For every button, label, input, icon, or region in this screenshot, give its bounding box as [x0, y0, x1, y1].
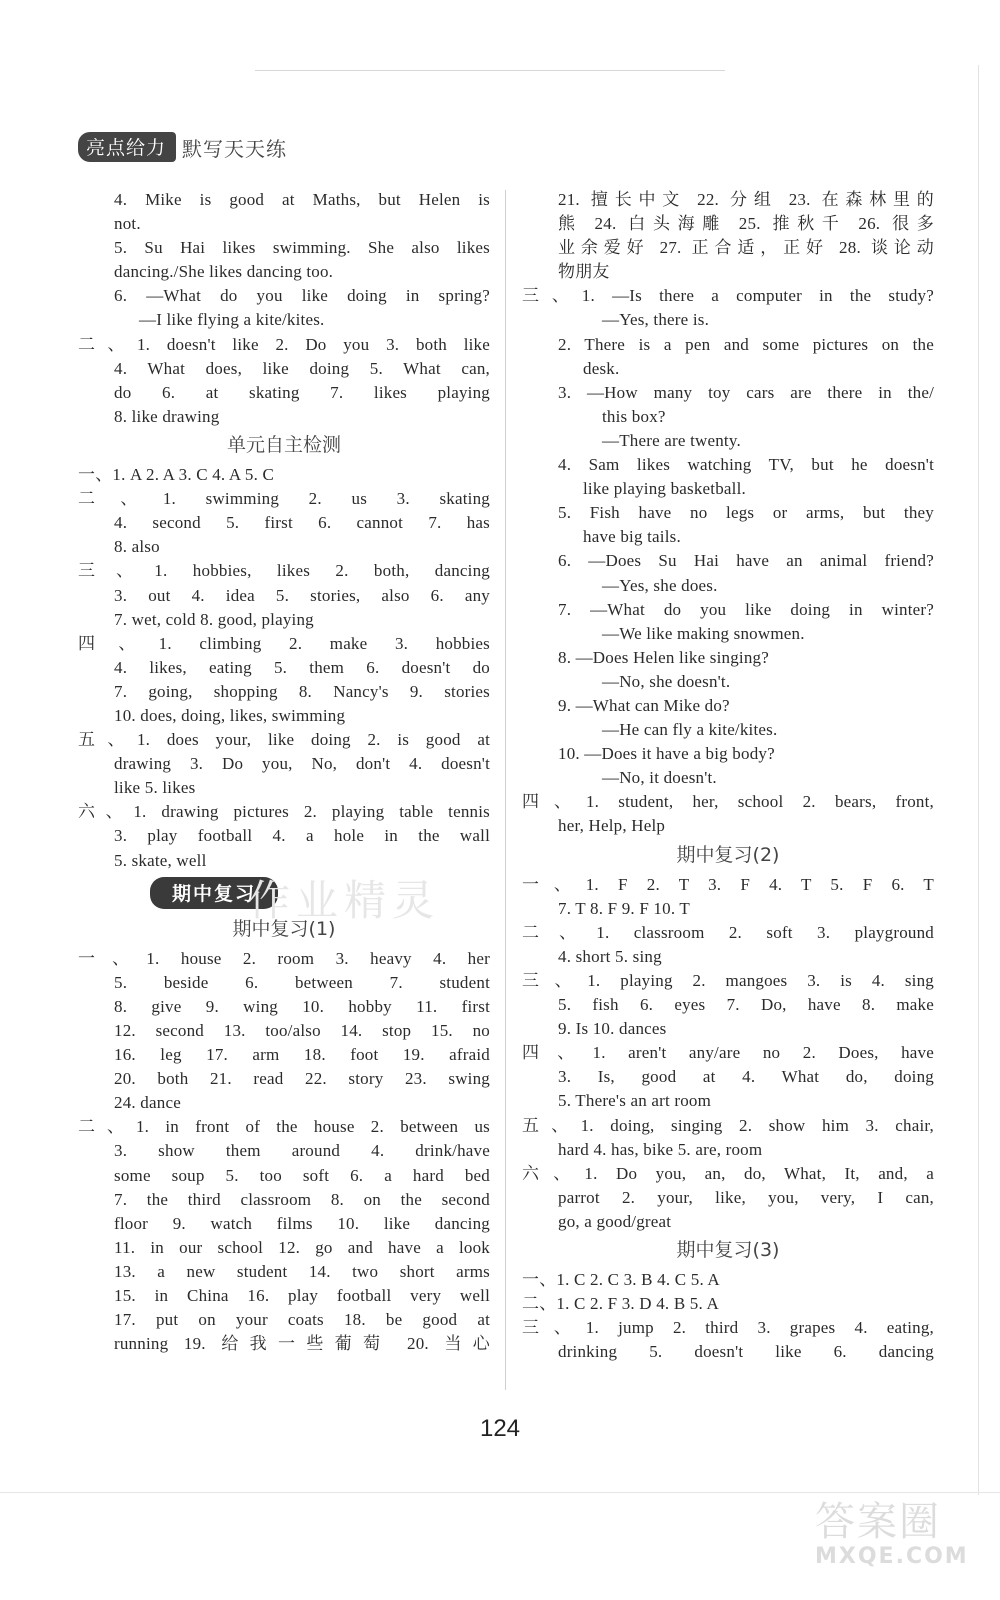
answer-line: 4. Sam likes watching TV, but he doesn't	[558, 455, 934, 475]
answer-line: 二、1. classroom 2. soft 3. playground	[522, 922, 934, 942]
right-top-answers	[522, 188, 934, 839]
answer-line: 六、1. drawing pictures 2. playing table tennis	[78, 802, 490, 822]
answer-line: like 5. likes	[114, 778, 196, 798]
section-title-midterm-3: 期中复习(3)	[676, 1239, 780, 1262]
header-badge: 亮点给力	[78, 132, 176, 162]
section-title-midterm-1: 期中复习(1)	[232, 917, 336, 940]
answer-line: 8. give 9. wing 10. hobby 11. first	[114, 996, 490, 1016]
answer-line: 7. —What do you like doing in winter?	[558, 599, 934, 619]
left-column	[78, 188, 490, 1356]
answer-line: 二、1. doesn't like 2. Do you 3. both like	[78, 334, 490, 354]
answer-line: 24. dance	[114, 1093, 181, 1113]
answer-line: some soup 5. too soft 6. a hard bed	[114, 1165, 490, 1185]
midterm-1-answers	[78, 947, 490, 1357]
answer-line: 8. —Does Helen like singing?	[558, 647, 769, 667]
unit-test-answers	[78, 463, 490, 873]
answer-line: 3. —How many toy cars are there in the/	[558, 382, 934, 402]
answer-line: 9. —What can Mike do?	[558, 695, 730, 715]
answer-line: —Yes, there is.	[602, 310, 710, 330]
section-title-midterm-2: 期中复习(2)	[676, 843, 780, 866]
answer-line: 7. going, shopping 8. Nancy's 9. stories	[114, 681, 490, 701]
answer-line: drawing 3. Do you, No, don't 4. doesn't	[114, 754, 490, 774]
midterm-3-answers	[522, 1268, 934, 1364]
answer-line: 三、1. playing 2. mangoes 3. is 4. sing	[522, 971, 934, 990]
answer-line: —We like making snowmen.	[602, 623, 805, 643]
answer-line: 15. in China 16. play football very well	[114, 1286, 490, 1306]
answer-line: 7. the third classroom 8. on the second	[114, 1189, 490, 1209]
answer-line: 6. —What do you like doing in spring?	[114, 286, 490, 306]
answer-line: 4. What does, like doing 5. What can,	[114, 358, 490, 378]
answer-line: 5. skate, well	[114, 850, 207, 870]
answer-line: 9. Is 10. dances	[558, 1019, 667, 1039]
answer-line: —No, it doesn't.	[602, 768, 717, 788]
page-header	[78, 132, 287, 162]
answer-line: 四、1. aren't any/are no 2. Does, have	[522, 1043, 934, 1063]
answer-line: 11. in our school 12. go and have a look	[114, 1237, 490, 1257]
answer-line: 6. —Does Su Hai have an animal friend?	[558, 551, 934, 571]
answer-line: 3. Is, good at 4. What do, doing	[558, 1067, 934, 1087]
page-edge-right	[978, 65, 979, 1495]
answer-line: 五、1. doing, singing 2. show him 3. chair,	[522, 1115, 934, 1135]
header-subtitle: 默写天天练	[182, 136, 288, 161]
answer-line: 三、1. hobbies, likes 2. both, dancing	[78, 561, 490, 581]
answer-line: 10. does, doing, likes, swimming	[114, 705, 346, 725]
answer-line: 二、1. in front of the house 2. between us	[78, 1117, 490, 1137]
answer-line: 17. put on your coats 18. be good at	[114, 1310, 490, 1330]
answer-line: 4. short 5. sing	[558, 946, 662, 966]
answer-line: like playing basketball.	[583, 479, 746, 499]
answer-line: 5. Fish have no legs or arms, but they	[558, 503, 934, 523]
midterm-2-answers	[522, 873, 934, 1234]
answer-line: —No, she doesn't.	[602, 671, 731, 691]
answer-line: 21. 擅长中文 22. 分组 23. 在森林里的	[558, 190, 934, 209]
answer-line: 5. beside 6. between 7. student	[114, 972, 490, 992]
answer-line: 3. play football 4. a hole in the wall	[114, 826, 490, 846]
answer-line: floor 9. watch films 10. like dancing	[114, 1213, 490, 1233]
top-rule	[255, 70, 725, 71]
left-top-answers	[78, 188, 490, 429]
answer-line: 5. Su Hai likes swimming. She also likes	[114, 238, 490, 258]
answer-line: 4. likes, eating 5. them 6. doesn't do	[114, 657, 490, 677]
answer-line: not.	[114, 214, 141, 234]
answer-line: drinking 5. doesn't like 6. dancing	[558, 1342, 934, 1362]
answer-line: 三、1. jump 2. third 3. grapes 4. eating,	[522, 1318, 934, 1338]
answer-line: —Yes, she does.	[602, 575, 718, 595]
answer-line: 业余爱好 27. 正合适，正好 28. 谈论动	[558, 238, 934, 258]
answer-line: 7. T 8. F 9. F 10. T	[558, 898, 691, 918]
answer-line: 20. both 21. read 22. story 23. swing	[114, 1069, 490, 1089]
answer-line: 10. —Does it have a big body?	[558, 744, 775, 764]
answer-line: 5. There's an art room	[558, 1091, 712, 1111]
page-edge-bottom	[0, 1492, 1000, 1493]
answer-line: 一、1. A 2. A 3. C 4. A 5. C	[78, 465, 275, 485]
answer-line: —There are twenty.	[602, 430, 741, 450]
watermark-logo	[815, 1499, 975, 1569]
answer-line: 4. second 5. first 6. cannot 7. has	[114, 513, 490, 533]
answer-line: 5. fish 6. eyes 7. Do, have 8. make	[558, 995, 934, 1015]
page-number: 124	[479, 1415, 521, 1442]
answer-line: 熊 24. 白头海雕 25. 推秋千 26. 很多	[558, 214, 934, 234]
answer-line: go, a good/great	[558, 1211, 672, 1231]
answer-line: 六、1. Do you, an, do, What, It, and, a	[522, 1163, 934, 1183]
answer-line: 8. also	[114, 537, 160, 557]
answer-line: 三、1. —Is there a computer in the study?	[522, 286, 934, 306]
answer-line: do 6. at skating 7. likes playing	[114, 382, 490, 402]
answer-line: have big tails.	[583, 527, 681, 547]
answer-line: running 19. 给我一些葡萄 20. 当心	[114, 1334, 490, 1354]
right-column	[522, 188, 934, 1365]
answer-line: —I like flying a kite/kites.	[139, 310, 325, 330]
answer-line: 四、1. student, her, school 2. bears, front,	[522, 792, 934, 812]
watermark-logo-cn: 答案圈	[815, 1499, 941, 1545]
answer-line: 3. show them around 4. drink/have	[114, 1141, 490, 1161]
answer-line: 四、1. climbing 2. make 3. hobbies	[78, 633, 490, 653]
answer-line: 五、1. does your, like doing 2. is good at	[78, 730, 490, 750]
answer-line: 物朋友	[558, 262, 610, 282]
answer-line: hard 4. has, bike 5. are, room	[558, 1139, 763, 1159]
answer-line: 一、1. F 2. T 3. F 4. T 5. F 6. T	[522, 874, 934, 894]
section-title-unit-test: 单元自主检测	[226, 433, 341, 456]
watermark-center: 作业精灵	[248, 876, 441, 925]
answer-line: 13. a new student 14. two short arms	[114, 1261, 490, 1281]
answer-line: 7. wet, cold 8. good, playing	[114, 609, 314, 629]
answer-line: this box?	[602, 406, 666, 426]
answer-line: 3. out 4. idea 5. stories, also 6. any	[114, 585, 490, 605]
answer-line: —He can fly a kite/kites.	[602, 720, 778, 740]
column-divider	[505, 190, 506, 1390]
answer-line: parrot 2. your, like, you, very, I can,	[558, 1187, 934, 1207]
answer-line: 二、1. C 2. F 3. D 4. B 5. A	[522, 1294, 719, 1314]
answer-line: 二、1. swimming 2. us 3. skating	[78, 489, 490, 509]
answer-line: 2. There is a pen and some pictures on the	[558, 334, 934, 354]
midterm-banner: 期中复习	[150, 877, 278, 909]
answer-line: dancing./She likes dancing too.	[114, 262, 334, 282]
answer-line: 12. second 13. too/also 14. stop 15. no	[114, 1021, 490, 1040]
answer-line: 一、1. house 2. room 3. heavy 4. her	[78, 948, 490, 968]
answer-line: 16. leg 17. arm 18. foot 19. afraid	[114, 1045, 490, 1065]
answer-line: 4. Mike is good at Maths, but Helen is	[114, 190, 490, 209]
answer-line: 8. like drawing	[114, 406, 220, 426]
answer-line: 一、1. C 2. C 3. B 4. C 5. A	[522, 1270, 720, 1290]
answer-line: desk.	[583, 358, 620, 378]
answer-line: her, Help, Help	[558, 816, 666, 836]
watermark-logo-en: MXQE.COM	[815, 1544, 969, 1569]
